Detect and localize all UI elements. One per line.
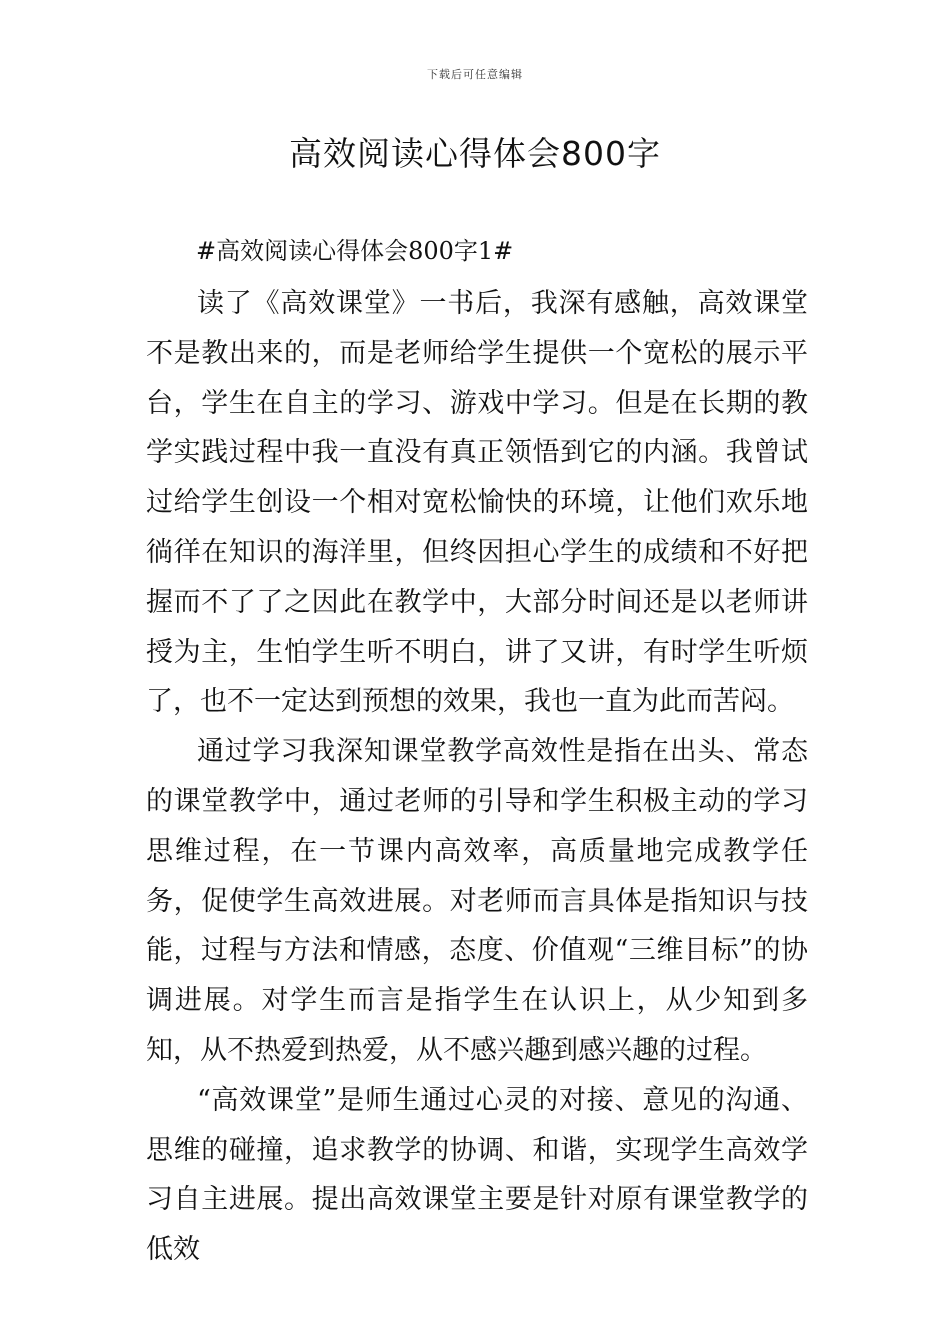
document-title: 高效阅读心得体会800字 [289, 134, 661, 173]
paragraph-3: “高效课堂”是师生通过心灵的对接、意见的沟通、思维的碰撞，追求教学的协调、和谐，实现学生高效学习自主进展。提出高效课堂主要是针对原有课堂教学的低效 [146, 1084, 808, 1266]
body-text [146, 279, 808, 1275]
paragraph-2: 通过学习我深知课堂教学高效性是指在出头、常态的课堂教学中，通过老师的引导和学生积极主动的学习思维过程，在一节课内高效率，高质量地完成教学任务，促使学生高效进展。对老师而言具体是指知识与技能，过程与方法和情感，态度、价值观“三维目标”的协调进展。对学生而言是指学生在认识上，从少知到多知，从不热爱到热爱，从不感兴趣到感兴趣的过程。 [146, 736, 808, 1066]
paragraph-1: 读了《高效课堂》一书后，我深有感触，高效课堂不是教出来的，而是老师给学生提供一个宽松的展示平台，学生在自主的学习、游戏中学习。但是在长期的教学实践过程中我一直没有真正领悟到它的内涵。我曾试过给学生创设一个相对宽松愉快的环境，让他们欢乐地徜徉在知识的海洋里，但终因担心学生的成绩和不好把握而不了了之因此在教学中，大部分时间还是以老师讲授为主，生怕学生听不明白，讲了又讲，有时学生听烦了，也不一定达到预想的效果，我也一直为此而苦闷。 [146, 288, 808, 718]
header-note: 下载后可任意编辑 [427, 68, 523, 81]
section-heading: #高效阅读心得体会800字1# [196, 237, 514, 265]
